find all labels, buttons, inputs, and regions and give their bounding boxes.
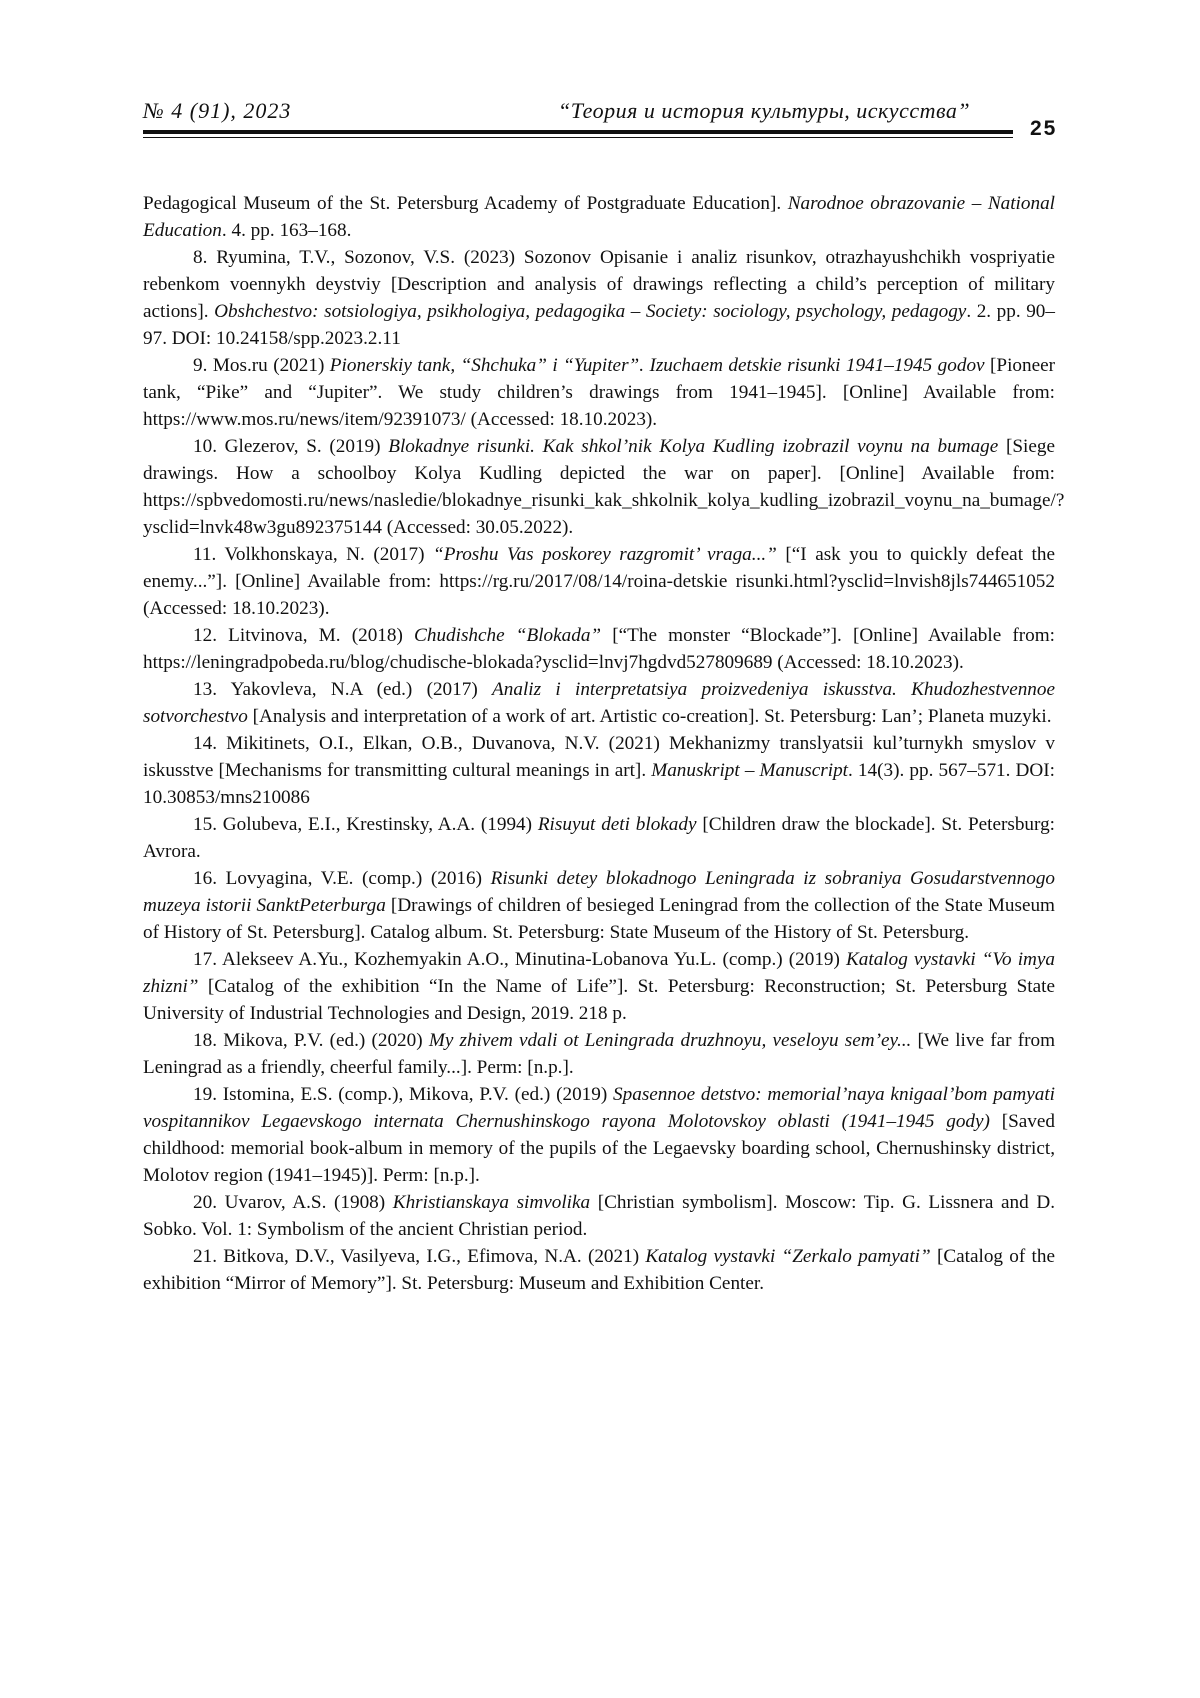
reference-item <box>143 676 1055 730</box>
reference-source: Khristianskaya simvolika <box>392 1192 591 1213</box>
reference-item <box>143 811 1055 865</box>
reference-source: Blokadnye risunki. Kak shkol’nik Kolya Kudling izobrazil voynu na bumage <box>388 436 999 457</box>
reference-text: Mikova, P.V. (ed.) (2020) <box>223 1030 429 1051</box>
reference-text: Istomina, E.S. (comp.), Mikova, P.V. (ed.) (2019) <box>222 1084 614 1105</box>
reference-source: My zhivem vdali ot Leningrada druzhnoyu, veseloyu sem’ey... <box>428 1030 912 1051</box>
reference-source: Analiz i interpretatsiya proizvedeniya iskusstva. Khudozhestvennoe sotvorchestvo <box>143 679 1056 727</box>
reference-number: 21. <box>193 1246 224 1267</box>
reference-item <box>143 865 1055 946</box>
reference-number: 10. <box>193 436 225 457</box>
reference-number: 13. <box>193 679 231 700</box>
reference-source: Pionerskiy tank, “Shchuka” i “Yupiter”. Izuchaem detskie risunki 1941–1945 godov <box>329 355 985 376</box>
header-rule-thin <box>143 137 1013 138</box>
reference-text: Golubeva, E.I., Krestinsky, A.A. (1994) <box>222 814 538 835</box>
reference-details: [Siege drawings. How a schoolboy Kolya Kudling depicted the war on paper]. [Online] Available from: https://spbvedomosti.ru/news/nasledie/blokadnye_risunki_kak_shkolnik_kolya_kudling_izobrazil_voynu_na_bumage/?ysclid=lnvk48w3gu892375144 (Accessed: 30.05.2022). <box>143 436 1065 538</box>
reference-details: . 14(3). pp. 567–571. DOI: 10.30853/mns210086 <box>143 760 1055 808</box>
reference-number: 11. <box>193 544 225 565</box>
reference-text: Mikitinets, O.I., Elkan, O.B., Duvanova, N.V. (2021) Mekhanizmy translyatsii kul’turnykh smyslov v iskusstve [Mechanisms for transmitting cultural meanings in art]. <box>143 733 1056 781</box>
reference-item <box>143 946 1055 1027</box>
reference-text: Ryumina, T.V., Sozonov, V.S. (2023) Sozonov Opisanie i analiz risunkov, otrazhayushchikh vospriyatie rebenkom voennykh deystviy [Description and analysis of drawings reflecting a child’s perception of military actions]. <box>143 247 1056 322</box>
journal-title: “Теория и история культуры, искусства” <box>558 98 971 123</box>
reference-text: Alekseev A.Yu., Kozhemyakin A.O., Minutina-Lobanova Yu.L. (comp.) (2019) <box>222 949 846 970</box>
reference-number: 15. <box>193 814 223 835</box>
reference-text: Pedagogical Museum of the St. Petersburg Academy of Postgraduate Education]. <box>143 193 788 214</box>
reference-details: [Saved childhood: memorial book-album in memory of the pupils of the Legaevsky boarding school, Chernushinsky district, Molotov region (1941–1945)]. Perm: [n.p.]. <box>143 1111 1056 1186</box>
reference-item <box>143 244 1055 352</box>
reference-item <box>143 190 1055 244</box>
reference-text: Bitkova, D.V., Vasilyeva, I.G., Efimova, N.A. (2021) <box>223 1246 646 1267</box>
reference-item <box>143 1243 1055 1297</box>
reference-details: [Christian symbolism]. Moscow: Tip. G. Lissnera and D. Sobko. Vol. 1: Symbolism of the ancient Christian period. <box>143 1192 1056 1240</box>
reference-details: [“I ask you to quickly defeat the enemy...”]. [Online] Available from: https://rg.ru/2017/08/14/roina-detskie risunki.html?ysclid=lnvish8jls744651052 (Accessed: 18.10.2023). <box>143 544 1055 619</box>
reference-text: Lovyagina, V.E. (comp.) (2016) <box>225 868 491 889</box>
reference-source: Risuyut deti blokady <box>537 814 697 835</box>
reference-item <box>143 433 1065 541</box>
reference-number: 14. <box>193 733 227 754</box>
reference-number: 20. <box>193 1192 225 1213</box>
reference-details: . 4. pp. 163–168. <box>221 220 352 241</box>
reference-source: Katalog vystavki “Zerkalo pamyati” <box>645 1246 931 1267</box>
reference-item <box>143 730 1055 811</box>
reference-source: Manuskript – Manuscript <box>651 760 848 781</box>
reference-item <box>143 352 1055 433</box>
reference-details: [Catalog of the exhibition “Mirror of Memory”]. St. Petersburg: Museum and Exhibition Center. <box>143 1246 1055 1294</box>
reference-item <box>143 1189 1055 1243</box>
reference-text: Volkhonskaya, N. (2017) <box>224 544 434 565</box>
header-rule-thick <box>143 130 1013 134</box>
reference-text: Glezerov, S. (2019) <box>224 436 389 457</box>
reference-text: Litvinova, M. (2018) <box>228 625 415 646</box>
reference-source: Spasennoe detstvo: memorial’naya knigaal’bom pamyati vospitannikov Legaevskogo internata Chernushinskogo rayona Molotovskoy oblasti (1941–1945 gody) <box>143 1084 1056 1132</box>
reference-number: 12. <box>193 625 229 646</box>
reference-number: 18. <box>193 1030 224 1051</box>
reference-number: 16. <box>193 868 226 889</box>
page-number: 25 <box>1030 117 1058 140</box>
reference-source: Risunki detey blokadnogo Leningrada iz sobraniya Gosudarstvennogo muzeya istorii SanktPeterburga <box>143 868 1056 916</box>
reference-item <box>143 1081 1055 1189</box>
reference-source: Obshchestvo: sotsiologiya, psikhologiya, pedagogika – Society: sociology, psychology, pedagogy <box>214 301 967 322</box>
reference-details: [We live far from Leningrad as a friendly, cheerful family...]. Perm: [n.p.]. <box>143 1030 1055 1078</box>
reference-item <box>143 1027 1055 1081</box>
reference-number: 17. <box>193 949 223 970</box>
reference-item <box>143 541 1055 622</box>
reference-list <box>143 190 1065 1297</box>
reference-source: Narodnoe obrazovanie – National Education <box>143 193 1055 241</box>
reference-source: “Proshu Vas poskorey razgromit’ vraga...” <box>433 544 777 565</box>
reference-details: [“The monster “Blockade”]. [Online] Available from: https://leningradpobeda.ru/blog/chudische-blokada?ysclid=lnvj7hgdvd527809689 (Accessed: 18.10.2023). <box>143 625 1056 673</box>
reference-details: [Drawings of children of besieged Leningrad from the collection of the State Museum of History of St. Petersburg]. Catalog album. St. Petersburg: State Museum of the History of St. Petersburg. <box>143 895 1055 943</box>
reference-number: 9. <box>193 355 213 376</box>
reference-text: Yakovleva, N.A (ed.) (2017) <box>230 679 493 700</box>
issue-number: № 4 (91), 2023 <box>143 98 292 123</box>
reference-text: Uvarov, A.S. (1908) <box>224 1192 393 1213</box>
reference-item <box>143 622 1055 676</box>
reference-details: . 2. pp. 90–97. DOI: 10.24158/spp.2023.2.11 <box>143 301 1055 349</box>
reference-details: [Children draw the blockade]. St. Petersburg: Avrora. <box>143 814 1055 862</box>
reference-number: 8. <box>193 247 217 268</box>
reference-source: Katalog vystavki “Vo imya zhizni” <box>143 949 1056 997</box>
reference-text: Mos.ru (2021) <box>212 355 330 376</box>
reference-source: Chudishche “Blokada” <box>414 625 602 646</box>
reference-details: [Pioneer tank, “Pike” and “Jupiter”. We study children’s drawings from 1941–1945]. [Online] Available from: https://www.mos.ru/news/item/92391073/ (Accessed: 18.10.2023). <box>143 355 1056 430</box>
reference-details: [Catalog of the exhibition “In the Name of Life”]. St. Petersburg: Reconstruction; St. Petersburg State University of Industrial Technologies and Design, 2019. 218 p. <box>143 976 1055 1024</box>
reference-number: 19. <box>193 1084 223 1105</box>
reference-details: [Analysis and interpretation of a work of art. Artistic co-creation]. St. Petersburg: Lan’; Planeta muzyki. <box>247 706 1052 727</box>
